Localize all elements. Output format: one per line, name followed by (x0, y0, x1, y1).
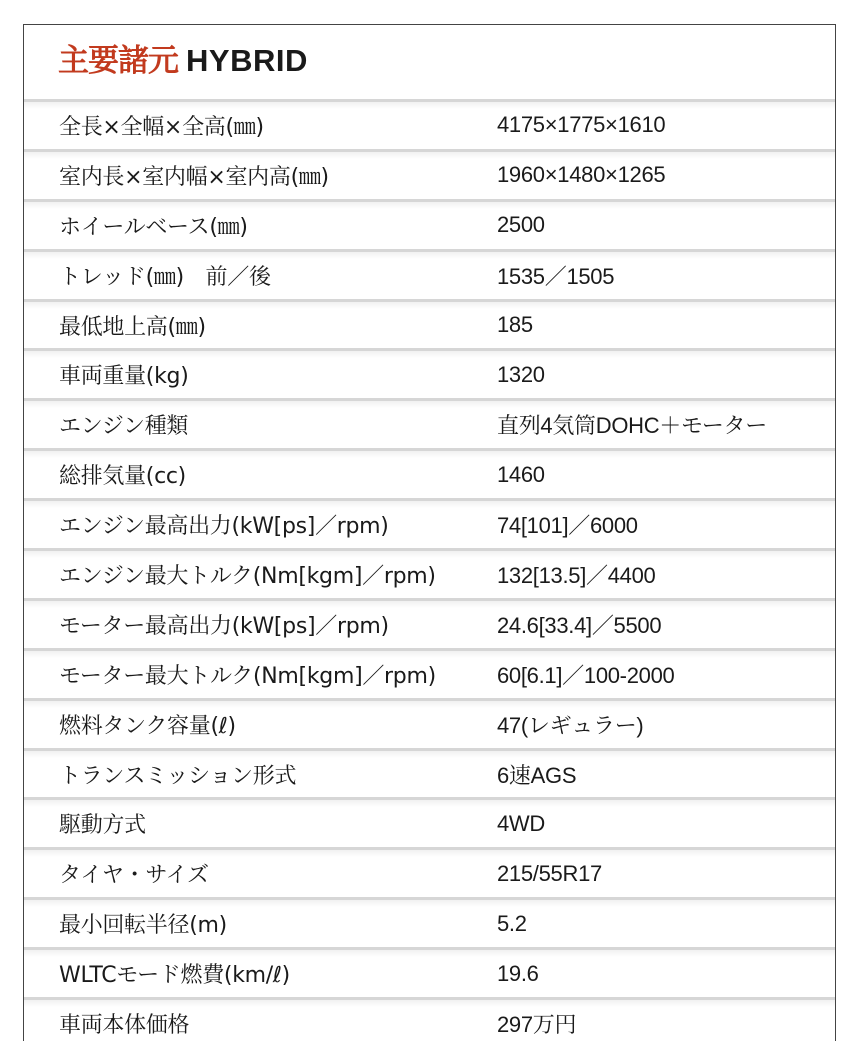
spec-value: 297万円 (497, 1011, 577, 1037)
spec-label: エンジン種類 (59, 414, 189, 440)
spec-label: エンジン最大トルク(Nm[kgm]／rpm) (59, 563, 436, 589)
spec-row (24, 199, 835, 249)
spec-value: 19.6 (497, 960, 539, 986)
spec-value: 215/55R17 (497, 860, 602, 886)
spec-row (24, 598, 835, 648)
spec-row (24, 847, 835, 897)
spec-table-box (23, 24, 836, 1041)
spec-label: タイヤ・サイズ (59, 863, 209, 889)
spec-value: 6速AGS (497, 762, 577, 788)
spec-rows (24, 99, 835, 1047)
spec-row (24, 398, 835, 448)
spec-label: モーター最大トルク(Nm[kgm]／rpm) (59, 663, 436, 689)
spec-label: 全長×全幅×全高(㎜) (59, 114, 264, 140)
spec-label: 燃料タンク容量(ℓ) (59, 713, 236, 739)
spec-value: 1535／1505 (497, 263, 615, 289)
spec-value: 185 (497, 312, 533, 337)
spec-label: エンジン最高出力(kW[ps]／rpm) (59, 514, 389, 540)
spec-label: 最小回転半径(m) (59, 913, 227, 939)
spec-label: トランスミッション形式 (59, 763, 297, 789)
spec-row (24, 947, 835, 997)
spec-value: 60[6.1]／100-2000 (497, 662, 675, 688)
spec-value: 132[13.5]／4400 (497, 562, 656, 588)
spec-row (24, 548, 835, 598)
spec-label: 車両本体価格 (59, 1012, 190, 1038)
spec-row (24, 348, 835, 398)
spec-value: 4WD (497, 810, 545, 836)
spec-label: トレッド(㎜) 前／後 (59, 264, 271, 290)
spec-row (24, 149, 835, 199)
spec-value: 74[101]／6000 (497, 513, 638, 539)
spec-row (24, 997, 835, 1047)
spec-row (24, 99, 835, 149)
spec-row (24, 897, 835, 947)
spec-title-jp: 主要諸元 (58, 43, 178, 79)
spec-label: WLTCモード燃費(km/ℓ) (59, 963, 290, 989)
spec-row (24, 498, 835, 548)
spec-row (24, 299, 835, 349)
spec-row (24, 648, 835, 698)
spec-value: 2500 (497, 212, 545, 238)
spec-value: 24.6[33.4]／5500 (497, 612, 662, 638)
spec-value: 1320 (497, 361, 545, 387)
spec-row (24, 748, 835, 798)
spec-label: 車両重量(kg) (59, 364, 189, 390)
spec-row (24, 797, 835, 847)
spec-title-en: HYBRID (186, 43, 308, 78)
spec-value: 1460 (497, 461, 545, 487)
spec-label: 室内長×室内幅×室内高(㎜) (59, 164, 329, 190)
spec-label: モーター最高出力(kW[ps]／rpm) (59, 613, 389, 639)
spec-row (24, 448, 835, 498)
spec-value: 4175×1775×1610 (497, 112, 666, 138)
spec-value: 5.2 (497, 910, 527, 936)
spec-value: 1960×1480×1265 (497, 162, 666, 188)
spec-title (58, 39, 308, 83)
spec-row (24, 698, 835, 748)
spec-label: ホイールベース(㎜) (59, 214, 248, 240)
spec-label: 総排気量(cc) (59, 464, 186, 490)
spec-value: 47(レギュラー) (497, 712, 644, 738)
spec-value: 直列4気筒DOHC＋モーター (497, 413, 767, 439)
spec-label: 最低地上高(㎜) (59, 314, 206, 340)
spec-label: 駆動方式 (59, 813, 146, 839)
spec-row (24, 249, 835, 299)
